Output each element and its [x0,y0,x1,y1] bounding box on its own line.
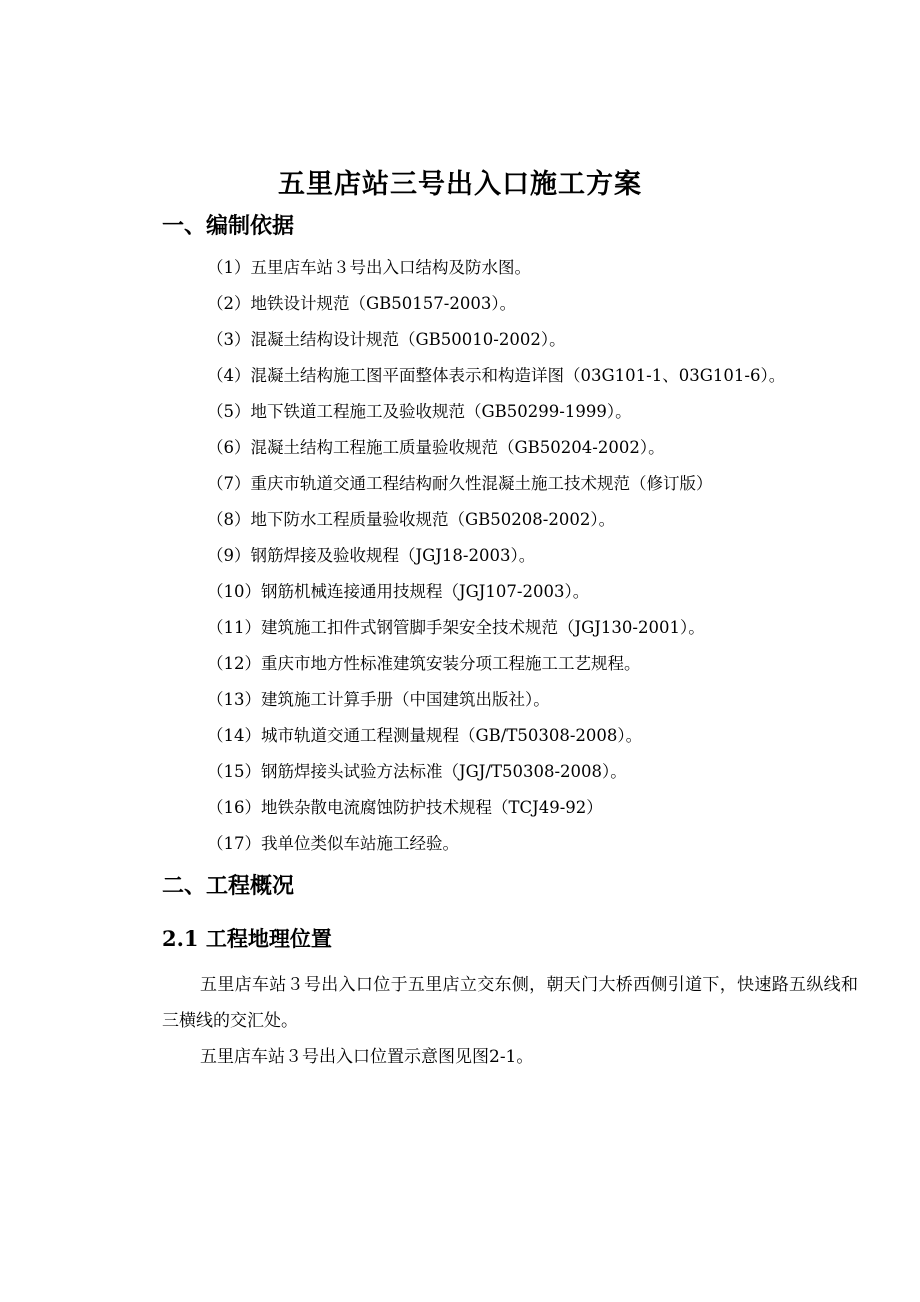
reference-item: （16）地铁杂散电流腐蚀防护技术规程（TCJ49-92） [207,798,603,817]
section-heading-basis: 一、编制依据 [162,213,295,239]
reference-item: （15）钢筋焊接头试验方法标准（JGJ/T50308-2008）。 [207,762,627,781]
paragraph-figure-ref: 五里店车站３号出入口位置示意图见图2-1。 [200,1047,534,1067]
reference-item: （11）建筑施工扣件式钢管脚手架安全技术规范（JGJ130-2001）。 [207,618,705,637]
reference-item: （5）地下铁道工程施工及验收规范（GB50299-1999）。 [207,402,632,421]
document-title: 五里店站三号出入口施工方案 [278,169,642,200]
reference-item: （10）钢筋机械连接通用技规程（JGJ107-2003）。 [207,582,590,601]
reference-item: （8）地下防水工程质量验收规范（GB50208-2002）。 [207,510,616,529]
reference-item: （9）钢筋焊接及验收规程（JGJ18-2003）。 [207,546,536,565]
reference-item: （4）混凝土结构施工图平面整体表示和构造详图（03G101-1、03G101-6）。 [207,366,786,385]
paragraph-location: 五里店车站３号出入口位于五里店立交东侧，朝天门大桥西侧引道下，快速路五纵线和三横线的交汇处。 [162,975,858,1031]
reference-item: （14）城市轨道交通工程测量规程（GB/T50308-2008）。 [207,726,643,745]
reference-item: （1）五里店车站３号出入口结构及防水图。 [207,258,531,277]
reference-item: （17）我单位类似车站施工经验。 [207,834,459,853]
subsection-heading-location: 2.1 工程地理位置 [162,926,332,951]
reference-item: （2）地铁设计规范（GB50157-2003）。 [207,294,517,313]
reference-item: （12）重庆市地方性标准建筑安装分项工程施工工艺规程。 [207,654,641,673]
reference-list [207,256,785,868]
reference-item: （13）建筑施工计算手册（中国建筑出版社）。 [207,690,550,709]
reference-item: （3）混凝土结构设计规范（GB50010-2002）。 [207,330,566,349]
reference-item: （6）混凝土结构工程施工质量验收规范（GB50204-2002）。 [207,438,665,457]
reference-item: （7）重庆市轨道交通工程结构耐久性混凝土施工技术规范（修订版） [207,474,713,493]
section-heading-overview: 二、工程概况 [162,873,295,899]
